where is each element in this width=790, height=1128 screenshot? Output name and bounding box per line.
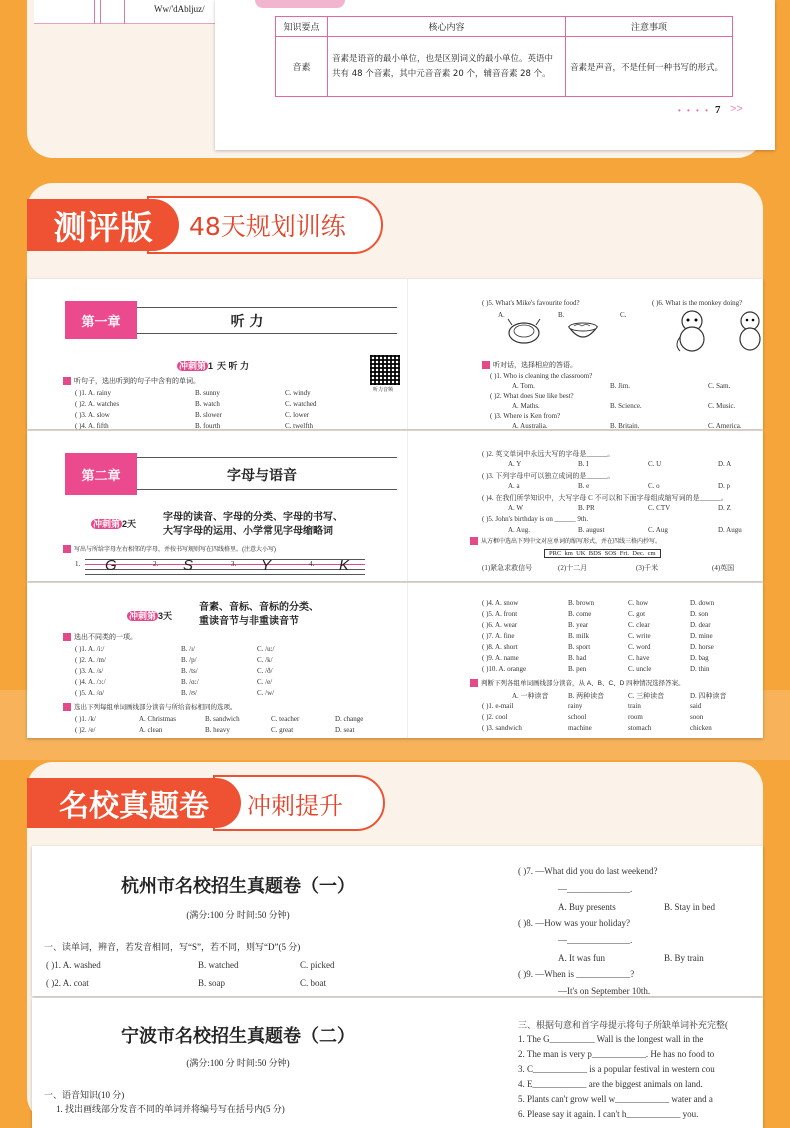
question-row: ( )2. cool school room soon [482, 713, 704, 721]
instruction: 听对话，选择相应的答语。 [482, 361, 577, 371]
question-row: ( )2. A. /m/ B. /p/ C. /k/ [75, 656, 273, 664]
answer-blank: —______________. [558, 884, 633, 894]
question-row: ( )7. A. fine B. milk C. write D. mine [482, 632, 713, 640]
option-label: C. [620, 311, 627, 319]
option: A. Buy presents [558, 902, 616, 912]
exam-meta: (满分:100 分 时间:50 分钟) [186, 1058, 290, 1068]
options-row: A. Maths. B. Science. C. Music. [512, 402, 736, 410]
section-eval [27, 183, 763, 738]
day-heading: 冲刺第 3天 [129, 611, 173, 621]
question: ( )4. 在我们所学知识中，大写字母 C 不可以和下面字母组成缩写词的是______。 [482, 494, 728, 502]
options-row: A. Y B. I C. U D. A [508, 460, 732, 468]
question: ( )8. —How was your holiday? [518, 918, 630, 928]
instruction: 一、语音知识(10 分) [44, 1090, 125, 1100]
question-row: A. 一种读音 B. 两种读音 C. 三种读音 D. 四种读音 [512, 692, 727, 700]
monkey-climbing-icon [734, 307, 764, 353]
section-badge: 测评版 [27, 199, 179, 251]
qr-label: 听力音频 [373, 387, 394, 393]
question: 2. The man is very p____________. He has no food to [518, 1049, 715, 1059]
question: ( )3. 下列字母中可以独立成词的是______。 [482, 472, 615, 480]
exam1-right-page [518, 846, 763, 996]
knowledge-page [215, 0, 775, 150]
question-row: ( )9. A. name B. had C. have D. bag [482, 654, 709, 662]
exam2-spread [32, 998, 763, 1128]
question: 6. Please say it again. I can't h____________ you. [518, 1109, 699, 1119]
question: ( )9. —When is ____________? [518, 969, 635, 979]
question-row: ( )1. A. /i:/ B. /ɪ/ C. /u:/ [75, 645, 275, 653]
chapter-title: 听 力 [230, 314, 264, 330]
prev-page-fragment [34, 0, 244, 24]
chapter3-right-page [407, 583, 763, 738]
section-exams [27, 762, 763, 1122]
options-row: A. W B. PR C. CTV D. Z [508, 504, 731, 512]
table-header: 核心内容 [328, 17, 566, 37]
day-title: 音素、音标、音标的分类、 重读音节与非重读音节 [199, 602, 319, 627]
roast-chicken-icon [506, 313, 542, 349]
answer: —It's on September 10th. [558, 986, 651, 996]
question: 3. C____________ is a popular festival in western cou [518, 1064, 715, 1074]
question-row: ( )5. A. front B. come C. got D. son [482, 610, 709, 618]
question-row: ( )1. A. washed B. watched C. picked [46, 960, 335, 970]
page-dots: • • • • [678, 106, 710, 115]
question: ( )5. What's Mike's favourite food? [482, 299, 580, 307]
letter-cell: S [183, 557, 194, 574]
option: B. By train [664, 953, 704, 963]
four-line-grid: 1. G 2. S 3. Y 4. K [75, 557, 375, 577]
chapter1-spread [27, 279, 763, 429]
chapter2-right-page [407, 431, 763, 581]
noodle-bowl-icon [566, 315, 600, 345]
table-cell: 音素是声音，不是任何一种书写的形式。 [566, 37, 733, 97]
instruction: 选出不同类的一项。 [63, 633, 137, 643]
question: ( )6. What is the monkey doing? [652, 299, 743, 307]
question-row: ( )4. A. snow B. brown C. how D. down [482, 599, 715, 607]
exam-title: 宁波市名校招生真题卷（二） [121, 1026, 355, 1046]
question-row: ( )5. A. /ɑ/ B. /ʊ/ C. /w/ [75, 689, 275, 697]
word-box: PRC km UK BDS SOS Fri. Dec. cm [544, 549, 661, 558]
chapter1-right-page [407, 279, 763, 429]
monkey-eating-icon [670, 307, 714, 353]
section-subtitle: 冲刺提升 [213, 775, 385, 831]
table-header: 知识要点 [276, 17, 328, 37]
instruction: 听句子，选出听到的句子中含有的单词。 [63, 377, 200, 387]
section-badge: 名校真题卷 [27, 778, 241, 828]
question-row: ( )2. A. coat B. soap C. boat [46, 978, 326, 988]
table-header: 注意事项 [566, 17, 733, 37]
chapter2-spread [27, 431, 763, 581]
day-title: 字母的读音、字母的分类、字母的书写、 大写字母的运用、小学常见字母缩略词 [163, 512, 343, 537]
letter-cell: Y [261, 557, 272, 574]
question-row: ( )10. A. orange B. pen C. uncle D. thin [482, 665, 710, 673]
chapter-badge: 第二章 [65, 453, 137, 495]
question: ( )2. 英文单词中永远大写的字母是______。 [482, 450, 615, 458]
next-arrows-icon: >> [730, 103, 743, 115]
instruction: 选出下列每组单词画线部分读音与所给音标相同的选项。 [63, 703, 237, 713]
question: ( )3. Where is Ken from? [490, 412, 561, 420]
instruction: 1. 找出画线部分发音不同的单词并将编号写在括号内(5 分) [56, 1104, 285, 1114]
options-row: A. Aug. B. august C. Aug D. Augu [508, 526, 742, 534]
instruction: 从方框中选出下列中文对应单词的缩写形式，并在四线三格内抄写。 [470, 537, 661, 547]
instruction: 一、读单词，辨音，若发音相同，写“S”，若不同，则写“D”(5 分) [44, 942, 301, 952]
chapter3-spread [27, 583, 763, 738]
question-row: ( )2. A. watches B. watch C. watched [75, 400, 317, 408]
day-heading: 冲刺第 2天 [93, 519, 137, 529]
question-row: ( )1. e-mail rainy train said [482, 702, 702, 710]
letter-cell: K [339, 557, 350, 574]
instruction: 三、根据句意和首字母提示将句子所缺单词补充完整( [518, 1020, 728, 1030]
chapter-badge: 第一章 [65, 301, 137, 339]
question: ( )2. What does Sue like best? [490, 392, 574, 400]
knowledge-table [275, 16, 733, 97]
question-row: ( )4. A. fifth B. fourth C. twelfth [75, 422, 313, 430]
option-label: B. [558, 311, 565, 319]
options-row: A. Tom. B. Jim. C. Sam. [512, 382, 731, 390]
exam-meta: (满分:100 分 时间:50 分钟) [186, 910, 290, 920]
instruction: 判断下列各组单词画线部分读音，从 A、B、C、D 四种情况选择答案。 [470, 679, 685, 689]
question: ( )1. Who is cleaning the classroom? [490, 372, 593, 380]
exam1-spread [32, 846, 763, 996]
question-row: ( )3. A. slow B. slower C. lower [75, 411, 310, 419]
exam2-right-page [518, 998, 763, 1128]
chapter-title: 字母与语音 [227, 468, 297, 484]
question-row: ( )4. A. /ɔ:/ B. /ɑ:/ C. /e/ [75, 678, 273, 686]
question: 5. Plants can't grow well w____________ water and a [518, 1094, 713, 1104]
options-row: A. a B. e C. o D. p [508, 482, 731, 490]
question-row: ( )3. sandwich machine stomach chicken [482, 724, 712, 732]
options-row: A. Australia. B. Britain. C. America. [512, 422, 742, 430]
answer-blank: —______________. [558, 935, 633, 945]
question-row: ( )6. A. wear B. year C. clear D. dear [482, 621, 711, 629]
page-number: 7 [715, 104, 721, 116]
answer-row: (1)紧急求救信号 (2)十二月 (3)千米 (4)英国 [482, 564, 735, 572]
question: ( )7. —What did you do last weekend? [518, 866, 658, 876]
question-row: ( )3. A. /s/ B. /ts/ C. /ð/ [75, 667, 273, 675]
table-cell: 音素是语音的最小单位，也是区别词义的最小单位。英语中共有 48 个音素，其中元音音素 20 个，辅音音素 28 个。 [328, 37, 566, 97]
top-card [27, 0, 763, 158]
phonetic-fragment: Ww/'dAbljuz/ [154, 4, 205, 14]
option-label: A. [498, 311, 505, 319]
option: B. Stay in bed [664, 902, 715, 912]
qr-code-icon [370, 355, 400, 385]
day-heading: 冲刺第 1 天 听 力 [179, 361, 250, 371]
section-subtitle: 48天规划训练 [147, 196, 383, 254]
question-row: ( )2. /e/ A. clean B. heavy C. great D. seat [75, 726, 355, 734]
question: 1. The G__________ Wall is the longest wall in the [518, 1034, 704, 1044]
exam-title: 杭州市名校招生真题卷（一） [121, 876, 355, 896]
option: A. It was fun [558, 953, 605, 963]
instruction: 写出与所给字母左右相邻的字母，并按书写规则写在四线格里。(注意大小写) [63, 545, 276, 555]
table-cell: 音素 [276, 37, 328, 97]
question: 4. E____________ are the biggest animals on land. [518, 1079, 703, 1089]
question-row: ( )1. A. rainy B. sunny C. windy [75, 389, 311, 397]
question: ( )5. John's birthday is on ______ 9th. [482, 515, 589, 523]
letter-cell: G [105, 557, 117, 574]
question-row: ( )8. A. short B. sport C. word D. horse [482, 643, 714, 651]
question-row: ( )1. /k/ A. Christmas B. sandwich C. teacher D. change [75, 715, 364, 723]
